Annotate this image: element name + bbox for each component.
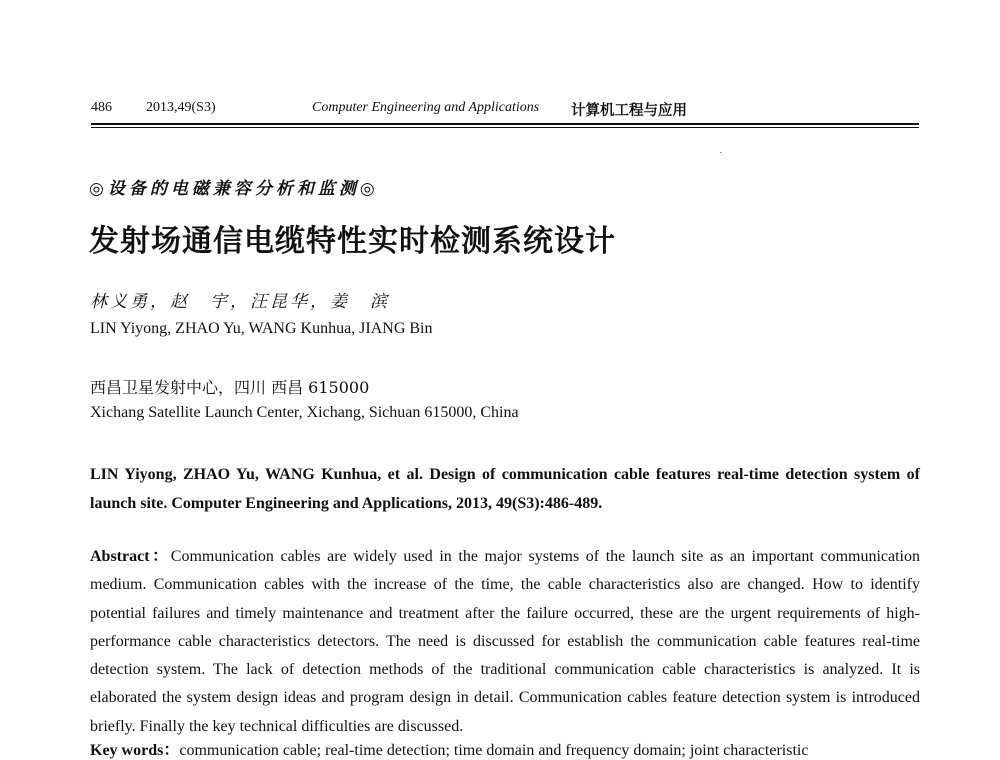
year-volume: 2013,49(S3) <box>146 100 216 115</box>
abstract <box>90 543 920 741</box>
page-number: 486 <box>91 100 112 115</box>
keywords-text: communication cable; real-time detection; time domain and frequency domain; joint characteristic <box>179 742 809 759</box>
affiliation-english: Xichang Satellite Launch Center, Xichang, Sichuan 615000, China <box>90 404 519 421</box>
abstract-label: Abstract： <box>90 548 171 565</box>
citation: LIN Yiyong, ZHAO Yu, WANG Kunhua, et al. Design of communication cable features real-time detection system of launch site. Computer Engineering and Applications, 2013, 49(S3):486-489. <box>90 466 920 512</box>
abstract-text: Communication cables are widely used in the major systems of the launch site as an important communication medium. Communication cables with the increase of the time, the cable characteristics also are changed. How to identify potential failures and timely maintenance and treatment after the failure occurred, these are the urgent requirements of high-performance cable characteristics detectors. The need is discussed for establish the communication cable features real-time detection system. The lack of detection methods of the traditional communication cable characteristics is analyzed. It is elaborated the system design ideas and program design in detail. Communication cables feature detection system is introduced briefly. Finally the key technical difficulties are discussed. <box>90 548 920 735</box>
header-rule-thick <box>91 123 919 125</box>
header-rule-thin <box>91 127 919 128</box>
keywords-label: Key words： <box>90 742 180 759</box>
authors-chinese: 林义勇，赵 宇，汪昆华，姜 滨 <box>90 292 390 312</box>
keywords <box>90 737 808 760</box>
section-heading: ◎设备的电磁兼容分析和监测◎ <box>89 179 379 199</box>
authors-english: LIN Yiyong, ZHAO Yu, WANG Kunhua, JIANG Bin <box>90 320 433 337</box>
journal-name-en: Computer Engineering and Applications <box>312 100 540 115</box>
scan-speck <box>720 152 722 153</box>
paper-title: 发射场通信电缆特性实时检测系统设计 <box>89 224 616 259</box>
affiliation-chinese: 西昌卫星发射中心，四川 西昌 615000 <box>90 378 370 397</box>
journal-name-cn: 计算机工程与应用 <box>571 103 687 119</box>
